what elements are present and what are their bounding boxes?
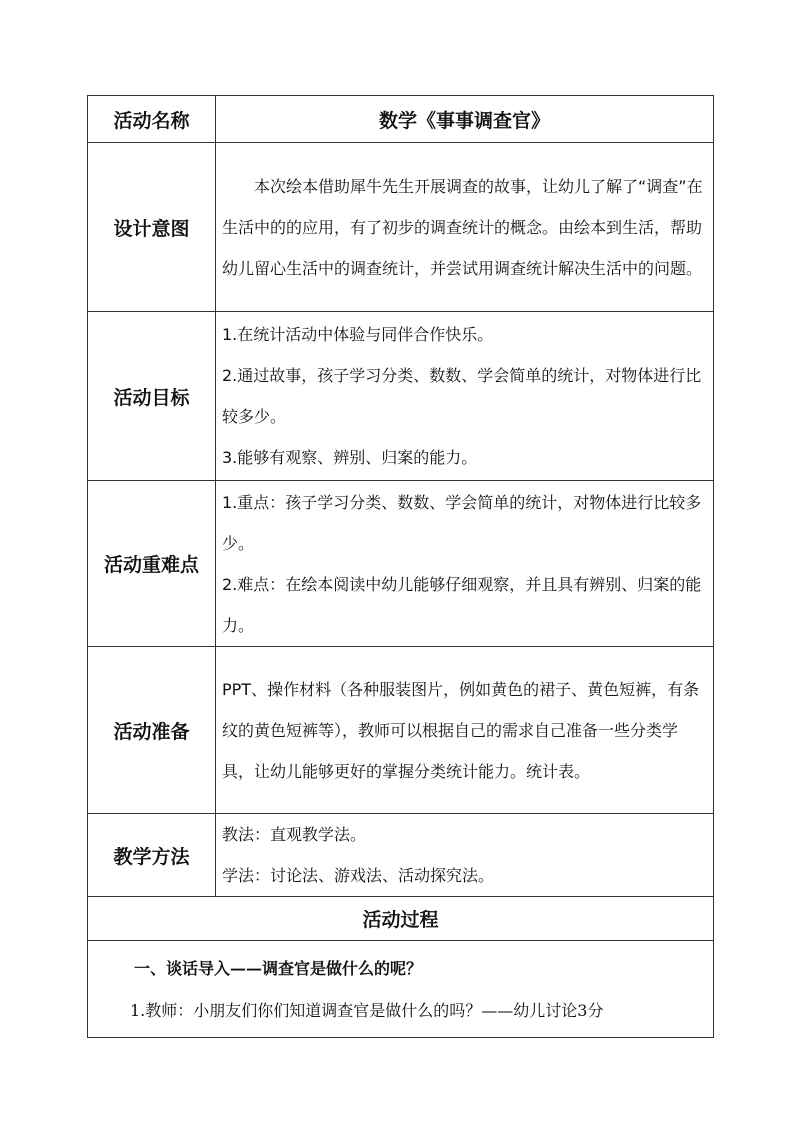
- preparation-text: PPT、操作材料（各种服装图片，例如黄色的裙子、黄色短裤，有条纹的黄色短裤等），教师可以根据自己的需求自己准备一些分类学具，让幼儿能够更好的掌握分类统计能力。统计表。: [222, 679, 700, 781]
- key-point-item: 1.重点：孩子学习分类、数数、学会简单的统计，对物体进行比较多少。: [222, 492, 702, 553]
- activity-title: 数学《事事调查官》: [216, 96, 714, 143]
- row-design-intent: [88, 143, 714, 312]
- key-point-item: 2.难点：在绘本阅读中幼儿能够仔细观察，并且具有辨别、归案的能力。: [222, 574, 702, 635]
- objective-item: 3.能够有观察、辨别、归案的能力。: [222, 448, 478, 467]
- design-intent-content: [216, 143, 714, 312]
- process-heading: 活动过程: [88, 897, 714, 941]
- methods-content: [216, 814, 714, 897]
- row-preparation: [88, 647, 714, 814]
- method-item: 学法：讨论法、游戏法、活动探究法。: [222, 866, 495, 885]
- objectives-content: [216, 312, 714, 481]
- label-preparation: 活动准备: [88, 647, 216, 814]
- label-key-points: 活动重难点: [88, 481, 216, 647]
- row-objectives: [88, 312, 714, 481]
- label-objectives: 活动目标: [88, 312, 216, 481]
- row-key-points: [88, 481, 714, 647]
- key-points-content: [216, 481, 714, 647]
- row-methods: [88, 814, 714, 897]
- label-design-intent: 设计意图: [88, 143, 216, 312]
- row-process-body: [88, 941, 714, 1038]
- design-intent-text: 本次绘本借助犀牛先生开展调查的故事，让幼儿了解了“调查”在生活中的的应用，有了初步的调查统计的概念。由绘本到生活，帮助幼儿留心生活中的调查统计，并尝试用调查统计解决生活中的问题。: [222, 176, 703, 278]
- process-section-heading: 一、谈话导入——调查官是做什么的呢？: [134, 959, 423, 978]
- row-process-heading: [88, 897, 714, 941]
- process-content: [88, 941, 714, 1038]
- preparation-content: [216, 647, 714, 814]
- objective-item: 2.通过故事，孩子学习分类、数数、学会简单的统计，对物体进行比较多少。: [222, 366, 702, 426]
- objective-item: 1.在统计活动中体验与同伴合作快乐。: [222, 325, 494, 344]
- label-methods: 教学方法: [88, 814, 216, 897]
- method-item: 教法：直观教学法。: [222, 825, 367, 844]
- process-line: 1.教师：小朋友们你们知道调查官是做什么的吗？——幼儿讨论3分: [130, 1001, 604, 1020]
- label-activity-name: 活动名称: [88, 96, 216, 143]
- lesson-plan-table: [87, 95, 714, 1038]
- row-activity-name: [88, 96, 714, 143]
